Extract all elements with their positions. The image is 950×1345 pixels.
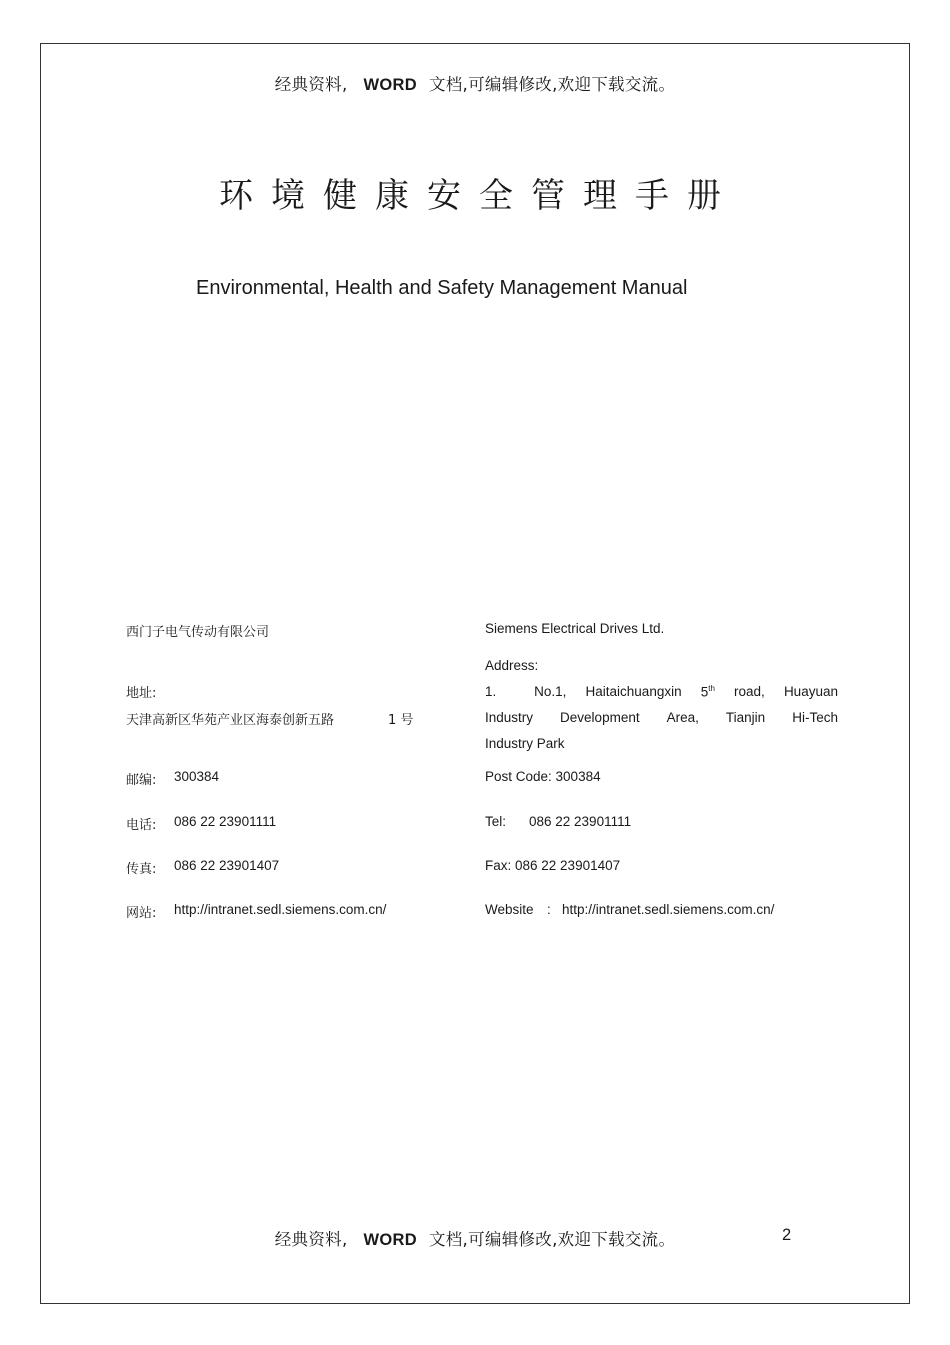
website-cn[interactable]: http://intranet.sedl.siemens.com.cn/ [174, 902, 387, 917]
address-number-cn: 1 号 [388, 713, 414, 728]
website-en[interactable]: http://intranet.sedl.siemens.com.cn/ [562, 902, 775, 917]
address-word: road, [734, 684, 765, 699]
post-code-label-cn: 邮编: [126, 773, 157, 788]
address-word: Hi-Tech [792, 710, 838, 725]
page-border [40, 43, 910, 1304]
website-colon-en: : [547, 902, 551, 917]
address-word-ordinal: 5th [700, 684, 715, 700]
post-code-cn: 300384 [174, 769, 220, 784]
header-banner [0, 71, 950, 95]
address-word: Area, [666, 710, 699, 725]
header-banner-text-b: 文档,可编辑修改,欢迎下载交流。 [428, 75, 676, 94]
tel-label-cn: 电话: [126, 818, 157, 833]
address-en-line-1 [485, 684, 838, 700]
ordinal-suffix: th [708, 684, 715, 693]
website-label-cn: 网站: [126, 906, 157, 921]
address-word: No.1, [534, 684, 567, 699]
address-word: Industry [485, 710, 534, 725]
company-name-en: Siemens Electrical Drives Ltd. [485, 621, 665, 636]
footer-banner-word: WORD [363, 1231, 417, 1249]
address-en-line-2 [485, 710, 838, 725]
fax-label-cn: 传真: [126, 862, 157, 877]
fax-cn: 086 22 23901407 [174, 858, 280, 873]
address-en-line-3: Industry Park [485, 736, 565, 751]
address-word: 1. [485, 684, 497, 699]
document-title-chinese: 环境健康安全管理手册 [219, 176, 739, 216]
address-label-en: Address: [485, 658, 539, 673]
footer-banner [0, 1226, 950, 1250]
address-word: Development [560, 710, 640, 725]
tel-cn: 086 22 23901111 [174, 814, 277, 829]
company-name-cn: 西门子电气传动有限公司 [126, 625, 270, 640]
address-label-cn: 地址: [126, 686, 157, 701]
address-cn: 天津高新区华苑产业区海泰创新五路 [126, 713, 335, 728]
document-title-english: Environmental, Health and Safety Management Manual [196, 277, 688, 299]
tel-label-en: Tel: [485, 814, 507, 829]
page-number: 2 [782, 1226, 792, 1244]
tel-en: 086 22 23901111 [529, 814, 632, 829]
address-word: Haitaichuangxin [585, 684, 682, 699]
footer-banner-text-b: 文档,可编辑修改,欢迎下载交流。 [428, 1230, 676, 1249]
fax-en: Fax: 086 22 23901407 [485, 858, 621, 873]
post-code-en: Post Code: 300384 [485, 769, 601, 784]
footer-banner-text-a: 经典资料, [274, 1230, 348, 1249]
header-banner-word: WORD [363, 76, 417, 94]
website-label-en: Website [485, 902, 534, 917]
address-word: Tianjin [725, 710, 766, 725]
header-banner-text-a: 经典资料, [274, 75, 348, 94]
address-word: Huayuan [783, 684, 838, 699]
